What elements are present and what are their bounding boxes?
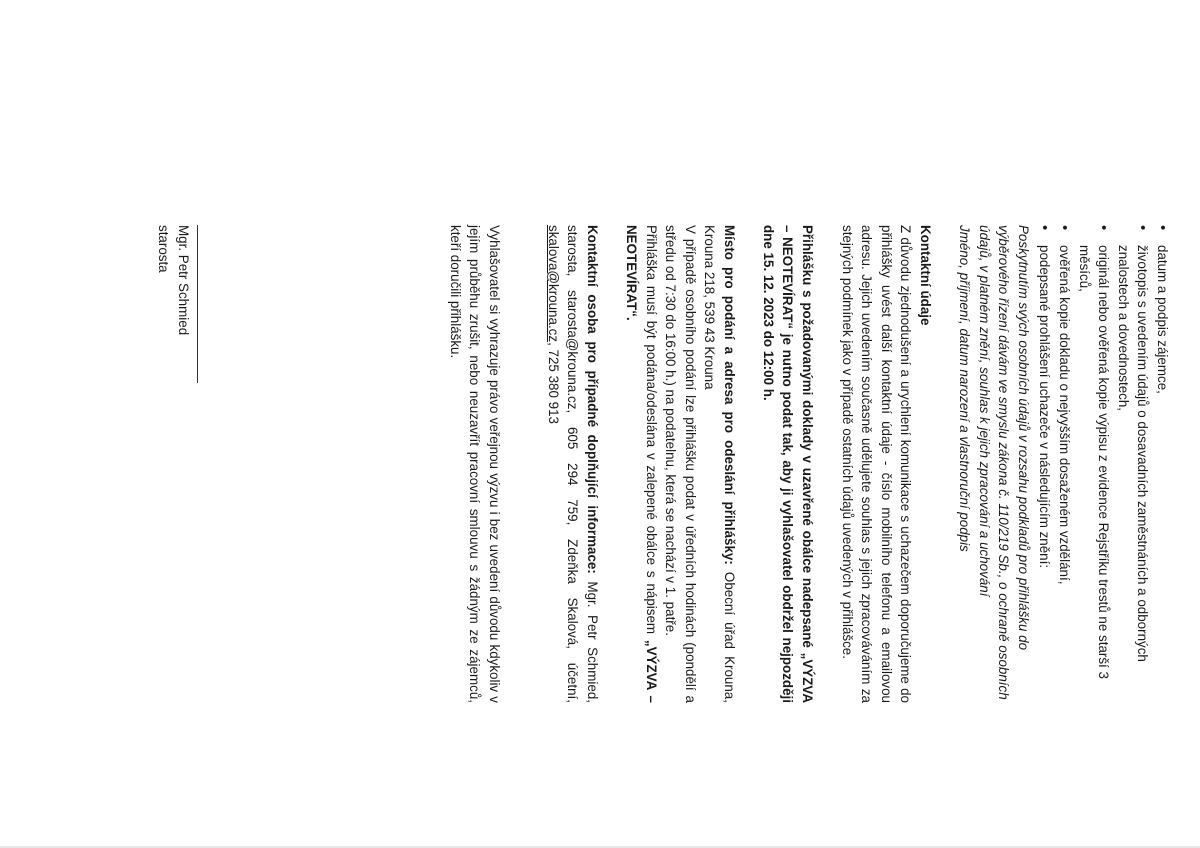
list-item: • datum a podpis zájemce, bbox=[1152, 225, 1172, 703]
submission-notice: Přihlášku s požadovanými doklady v uzavřené obálce nadepsané „VÝZVA – NEOTEVÍRAT“ je nutno podat tak, aby ji vyhlašovatel obdržel nejpozději dne 15. 12. 2023 do 12:00 h. bbox=[760, 225, 815, 703]
submission-address: Obecní úřad Krouna, Krouna 218, 539 43 Krouna bbox=[702, 225, 737, 703]
contact-person-label: Kontaktní osoba pro případné doplňující informace: bbox=[585, 225, 600, 574]
envelope-text: Přihláška musí být podána/odeslána v zalepené obálce s nápisem bbox=[643, 225, 659, 635]
list-item: • ověřená kopie dokladu o nejvyšším dosaženém vzdělání, bbox=[1054, 225, 1074, 703]
list-item: • originál nebo ověřená kopie výpisu z evidence Rejstříku trestů ne starší 3 měsíců, bbox=[1074, 225, 1113, 703]
contact-section bbox=[837, 225, 935, 703]
envelope-label: „VÝZVA – NEOTEVÍRAT“. bbox=[624, 225, 659, 704]
contact-heading: Kontaktní údaje bbox=[918, 225, 933, 326]
reservation-text: Vyhlašovatel si vyhrazuje právo veřejnou výzvu i bez uvedení důvodu kdykoliv v jejím průběhu zrušit, nebo neuzavřít pracovní smlouvu s žádným ze zájemců, kteří doručili přihlášku. bbox=[447, 225, 502, 703]
consent-statement: Poskytnutím svých osobních údajů v rozsahu podkladů pro přihlášku do výběrového řízení dávám ve smyslu zákona č. 110/219 Sb., o ochraně osobních údajů, v platném znění, souhlas k jejich zpracování a uchování Jméno, příjmení, datum narození a vlastnoruční podpis bbox=[957, 225, 1031, 700]
signature-block bbox=[154, 225, 193, 703]
submission-place-label: Místo pro podání a adresa pro odeslání přihlášky: bbox=[722, 225, 737, 565]
signature-line bbox=[197, 225, 198, 383]
personal-submission-text: V případě osobního podání lze přihlášku podat v úředních hodinách (pondělí a středu od 7:30 do 16:00 h.) na podatelnu, která se nachází v 1. patře. bbox=[663, 225, 698, 703]
submission-place bbox=[621, 225, 739, 703]
list-item: • podepsané prohlášení uchazeče v následujícím znění: bbox=[1035, 225, 1055, 703]
contact-email-link[interactable]: skalova@krouna.cz bbox=[545, 225, 561, 343]
contact-person: Kontaktní osoba pro případné doplňující informace: Mgr. Petr Schmied, starosta, starosta@krouna.cz, 605 294 759, Zdeňka Skalová, účetní, skalova@krouna.cz, 725 380 913 bbox=[545, 225, 600, 703]
contact-text: Z důvodu zjednodušení a urychlení komunikace s uchazečem doporučujeme do přihlášky uvést další kontaktní údaje - číslo mobilního telefonu a emailovou adresu. Jejich uvedením současně udělujete souhlas s jejich zpracováváním za stejných podmínek jako v případě ostatních údajů uvedených v přihlášce. bbox=[839, 225, 914, 703]
required-documents-list bbox=[1035, 225, 1172, 703]
list-item: • životopis s uvedením údajů o dosavadních zaměstnáních a odborných znalostech a dovednostech, bbox=[1113, 225, 1152, 703]
signature-name: Mgr. Petr Schmied bbox=[176, 225, 191, 336]
signature-title: starosta bbox=[156, 225, 172, 273]
